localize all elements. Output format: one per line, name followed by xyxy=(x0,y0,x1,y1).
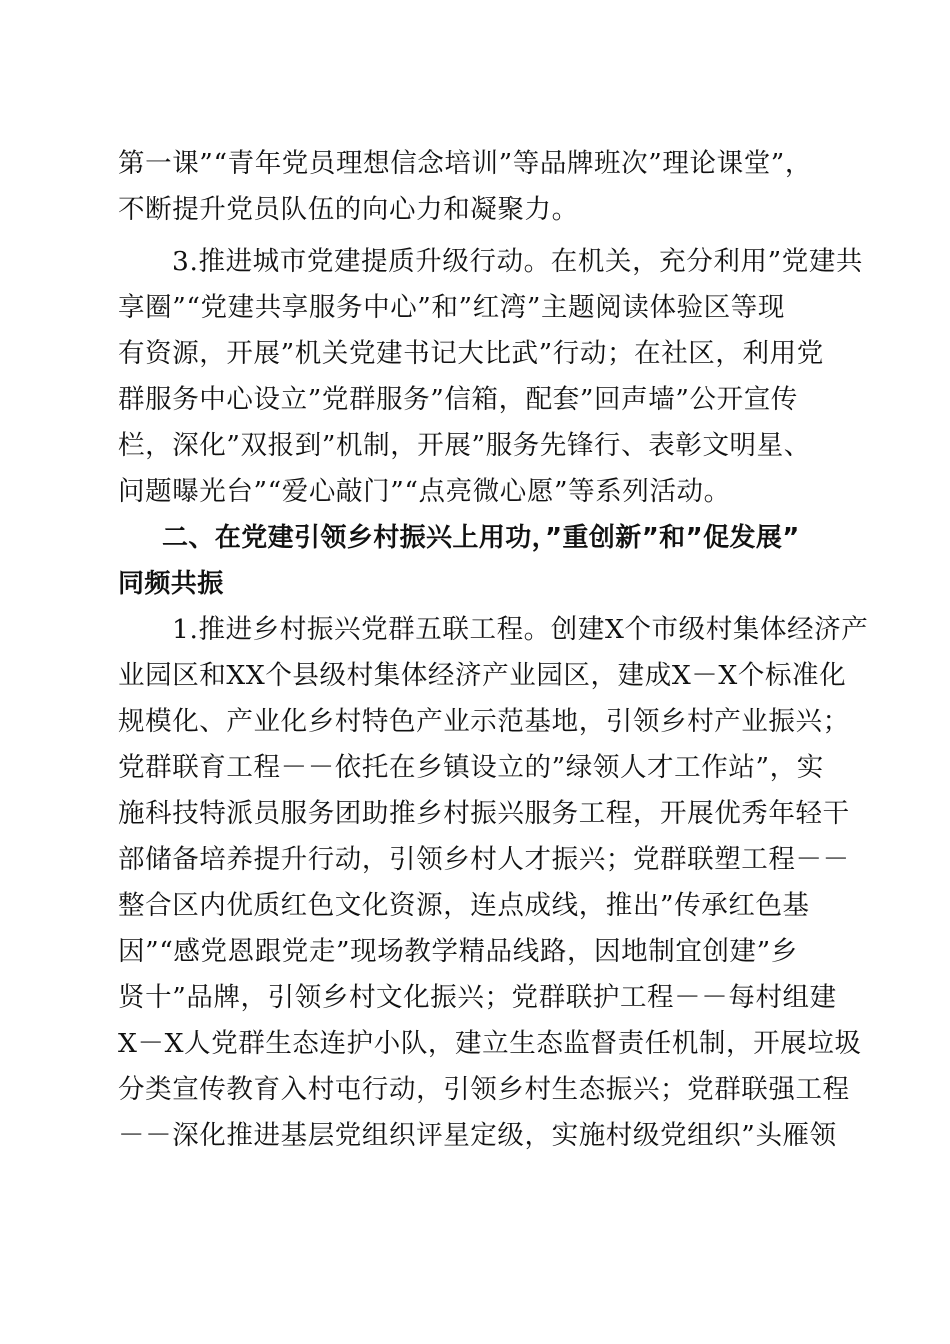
text-line: 规模化、产业化乡村特色产业示范基地，引领乡村产业振兴； xyxy=(118,706,850,737)
text-line: 因”“感党恩跟党走”现场教学精品线路，因地制宜创建”乡 xyxy=(118,936,798,967)
text-line: 部储备培养提升行动，引领乡村人才振兴；党群联塑工程－－ xyxy=(118,844,850,875)
text-line: X－X人党群生态连护小队，建立生态监督责任机制，开展垃圾 xyxy=(118,1028,862,1059)
text-line: 施科技特派员服务团助推乡村振兴服务工程，开展优秀年轻干 xyxy=(118,798,850,829)
text-line: 分类宣传教育入村屯行动，引领乡村生态振兴；党群联强工程 xyxy=(118,1074,850,1105)
text-line: 第一课”“青年党员理想信念培训”等品牌班次”理论课堂”， xyxy=(118,148,813,179)
text-line: 业园区和XX个县级村集体经济产业园区，建成X－X个标准化 xyxy=(118,660,847,691)
text-line: 栏，深化”双报到”机制，开展”服务先锋行、表彰文明星、 xyxy=(118,430,811,461)
text-line: 不断提升党员队伍的向心力和凝聚力。 xyxy=(118,194,579,225)
text-line: 贤十”品牌，引领乡村文化振兴；党群联护工程－－每村组建 xyxy=(118,982,837,1013)
text-line: 问题曝光台”“爱心敲门”“点亮微心愿”等系列活动。 xyxy=(118,476,731,507)
text-line: 党群联育工程－－依托在乡镇设立的”绿领人才工作站”，实 xyxy=(118,752,824,783)
text-line: 3.推进城市党建提质升级行动。在机关，充分利用”党建共 xyxy=(172,246,864,277)
text-line: 享圈”“党建共享服务中心”和”红湾”主题阅读体验区等现 xyxy=(118,292,785,323)
text-line: 群服务中心设立”党群服务”信箱，配套”回声墙”公开宣传 xyxy=(118,384,798,415)
section-heading: 同频共振 xyxy=(118,569,224,599)
text-line: 整合区内优质红色文化资源，连点成线，推出”传承红色基 xyxy=(118,890,810,921)
text-line: 有资源，开展”机关党建书记大比武”行动；在社区，利用党 xyxy=(118,338,824,369)
text-line: 1.推进乡村振兴党群五联工程。创建X个市级村集体经济产 xyxy=(172,614,869,645)
section-heading: 二、在党建引领乡村振兴上用功，”重创新”和”促发展” xyxy=(162,523,800,553)
text-line: －－深化推进基层党组织评星定级，实施村级党组织”头雁领 xyxy=(118,1120,837,1151)
